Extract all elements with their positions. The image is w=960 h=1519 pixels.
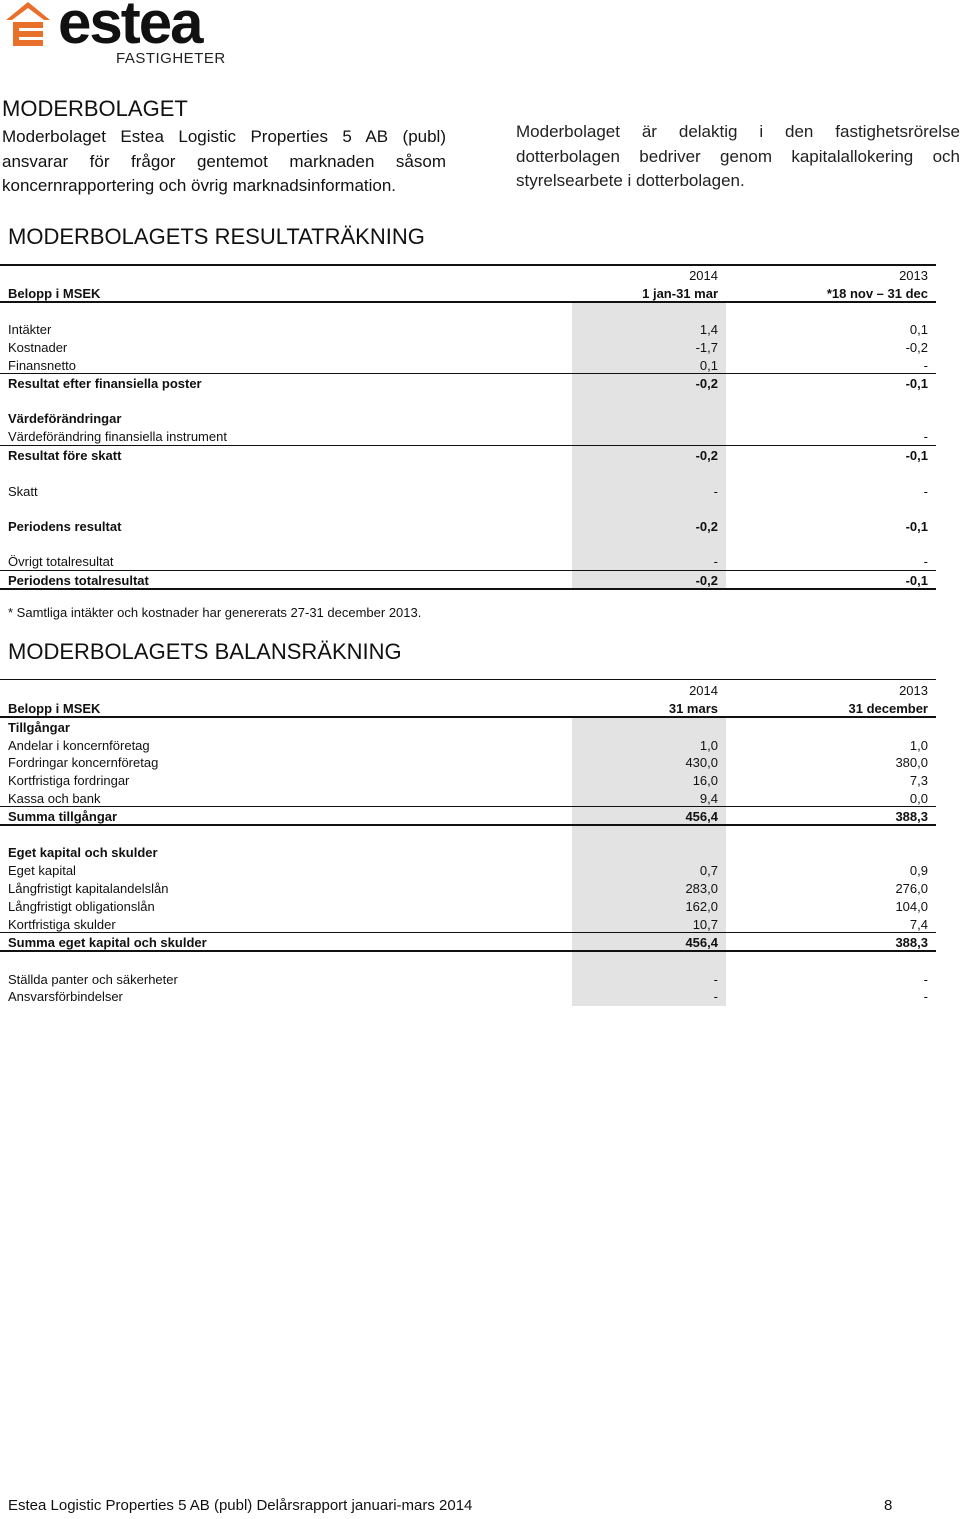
row-label: Periodens resultat xyxy=(8,519,122,534)
table-header-years xyxy=(0,681,960,699)
table-header-periods xyxy=(0,699,960,717)
row-value-2014: -0,2 xyxy=(695,376,718,391)
divider xyxy=(0,679,936,680)
table-row xyxy=(0,897,960,915)
table-header-periods xyxy=(0,284,960,302)
table-row-total xyxy=(0,517,960,535)
col2-period: *18 nov – 31 dec xyxy=(826,286,928,301)
table-row-total xyxy=(0,807,960,825)
table-row-total xyxy=(0,571,960,589)
row-label: Värdeförändring finansiella instrument xyxy=(8,429,227,444)
table-row xyxy=(0,861,960,879)
table-row xyxy=(0,356,960,374)
intro-heading: MODERBOLAGET xyxy=(2,96,188,121)
row-value-2014: - xyxy=(713,554,718,569)
row-label: Ställda panter och säkerheter xyxy=(8,972,178,987)
row-value-2013: -0,1 xyxy=(905,376,928,391)
row-value-2013: -0,1 xyxy=(905,448,928,463)
col2-period: 31 december xyxy=(848,701,928,716)
table-row xyxy=(0,552,960,570)
divider xyxy=(0,950,936,952)
table-row-total xyxy=(0,374,960,392)
table-row xyxy=(0,789,960,807)
row-value-2014: 456,4 xyxy=(685,809,718,824)
col1-year: 2014 xyxy=(689,268,718,283)
intro-left-paragraph: Moderbolaget Estea Logistic Properties 5 AB (publ) ansvarar för frågor gentemot marknaden såsom koncernrapportering och övrig marknadsinformation. xyxy=(2,127,446,195)
row-label: Värdeförändringar xyxy=(8,411,122,426)
unit-label: Belopp i MSEK xyxy=(8,701,101,716)
row-label: Tillgångar xyxy=(8,720,70,735)
row-value-2013: 104,0 xyxy=(895,899,928,914)
col1-period: 31 mars xyxy=(668,701,718,716)
row-label: Kostnader xyxy=(8,340,68,355)
logo-wordmark: estea xyxy=(58,0,202,56)
col2-year: 2013 xyxy=(899,683,928,698)
row-value-2013: 380,0 xyxy=(895,755,928,770)
row-value-2013: 1,0 xyxy=(909,738,928,753)
row-label: Kassa och bank xyxy=(8,791,101,806)
row-value-2013: -0,2 xyxy=(905,340,928,355)
row-value-2014: 456,4 xyxy=(685,935,718,950)
row-value-2013: - xyxy=(923,989,928,1004)
row-label: Periodens totalresultat xyxy=(8,573,149,588)
row-value-2013: 0,0 xyxy=(909,791,928,806)
col2-year: 2013 xyxy=(899,268,928,283)
row-label: Långfristigt obligationslån xyxy=(8,899,155,914)
row-value-2013: 388,3 xyxy=(895,935,928,950)
row-label: Kortfristiga fordringar xyxy=(8,773,130,788)
row-label: Övrigt totalresultat xyxy=(8,554,114,569)
row-value-2014: -0,2 xyxy=(695,573,718,588)
divider xyxy=(0,301,936,303)
table-header-years xyxy=(0,266,960,284)
row-value-2013: -0,1 xyxy=(905,519,928,534)
row-value-2014: 0,7 xyxy=(699,863,718,878)
row-value-2014: - xyxy=(713,989,718,1004)
row-value-2014: 1,4 xyxy=(699,322,718,337)
row-value-2013: - xyxy=(923,972,928,987)
table-row xyxy=(0,879,960,897)
table-row xyxy=(0,320,960,338)
page-number: 8 xyxy=(884,1497,893,1514)
row-value-2013: 276,0 xyxy=(895,881,928,896)
table-row xyxy=(0,987,960,1005)
row-label: Resultat efter finansiella poster xyxy=(8,376,202,391)
row-label: Skatt xyxy=(8,484,38,499)
row-value-2014: 162,0 xyxy=(685,899,718,914)
row-label: Eget kapital och skulder xyxy=(8,845,158,860)
row-label: Kortfristiga skulder xyxy=(8,917,116,932)
row-value-2013: - xyxy=(923,554,928,569)
page-footer-text: Estea Logistic Properties 5 AB (publ) Delårsrapport januari-mars 2014 xyxy=(8,1497,473,1514)
table-row xyxy=(0,915,960,933)
row-value-2014: 10,7 xyxy=(692,917,718,932)
row-value-2014: -1,7 xyxy=(695,340,718,355)
row-label: Summa tillgångar xyxy=(8,809,118,824)
table-row xyxy=(0,482,960,500)
row-label: Intäkter xyxy=(8,322,52,337)
row-value-2013: -0,1 xyxy=(905,573,928,588)
row-value-2014: 9,4 xyxy=(699,791,718,806)
income-statement-title: MODERBOLAGETS RESULTATRÄKNING xyxy=(8,224,425,249)
row-value-2014: 1,0 xyxy=(699,738,718,753)
logo-mark-icon xyxy=(4,0,52,48)
logo-tagline: FASTIGHETER xyxy=(116,50,226,67)
col1-year: 2014 xyxy=(689,683,718,698)
table-row-total xyxy=(0,933,960,951)
row-value-2014: - xyxy=(713,484,718,499)
unit-label: Belopp i MSEK xyxy=(8,286,101,301)
row-label: Finansnetto xyxy=(8,358,76,373)
table-row xyxy=(0,338,960,356)
table-section-heading xyxy=(0,718,960,736)
row-label: Summa eget kapital och skulder xyxy=(8,935,207,950)
row-value-2014: 430,0 xyxy=(685,755,718,770)
table-row xyxy=(0,970,960,988)
table-section-heading xyxy=(0,409,960,427)
row-value-2014: -0,2 xyxy=(695,448,718,463)
row-value-2013: - xyxy=(923,484,928,499)
row-value-2014: - xyxy=(713,972,718,987)
row-value-2013: 7,4 xyxy=(909,917,928,932)
row-label: Eget kapital xyxy=(8,863,76,878)
table-row xyxy=(0,753,960,771)
footnote: * Samtliga intäkter och kostnader har genererats 27-31 december 2013. xyxy=(8,605,422,620)
row-value-2013: - xyxy=(923,429,928,444)
table-row xyxy=(0,736,960,754)
company-logo xyxy=(4,0,234,68)
row-value-2013: 0,9 xyxy=(909,863,928,878)
row-value-2014: 16,0 xyxy=(692,773,718,788)
col1-period: 1 jan-31 mar xyxy=(642,286,718,301)
row-label: Långfristigt kapitalandelslån xyxy=(8,881,169,896)
row-label: Andelar i koncernföretag xyxy=(8,738,150,753)
table-row-total xyxy=(0,446,960,464)
row-value-2013: - xyxy=(923,358,928,373)
row-value-2014: -0,2 xyxy=(695,519,718,534)
row-value-2013: 0,1 xyxy=(909,322,928,337)
row-label: Resultat före skatt xyxy=(8,448,122,463)
table-row xyxy=(0,427,960,445)
balance-sheet-title: MODERBOLAGETS BALANSRÄKNING xyxy=(8,639,402,664)
row-value-2014: 283,0 xyxy=(685,881,718,896)
row-value-2014: 0,1 xyxy=(699,358,718,373)
intro-right-paragraph: Moderbolaget är delaktig i den fastighetsrörelse dotterbolagen bedriver genom kapitalallokering och styrelsearbete i dotterbolagen. xyxy=(516,122,960,190)
row-label: Ansvarsförbindelser xyxy=(8,989,123,1004)
divider xyxy=(0,588,936,590)
table-section-heading xyxy=(0,843,960,861)
table-row xyxy=(0,771,960,789)
row-label: Fordringar koncernföretag xyxy=(8,755,159,770)
row-value-2013: 388,3 xyxy=(895,809,928,824)
row-value-2013: 7,3 xyxy=(909,773,928,788)
divider xyxy=(0,824,936,826)
